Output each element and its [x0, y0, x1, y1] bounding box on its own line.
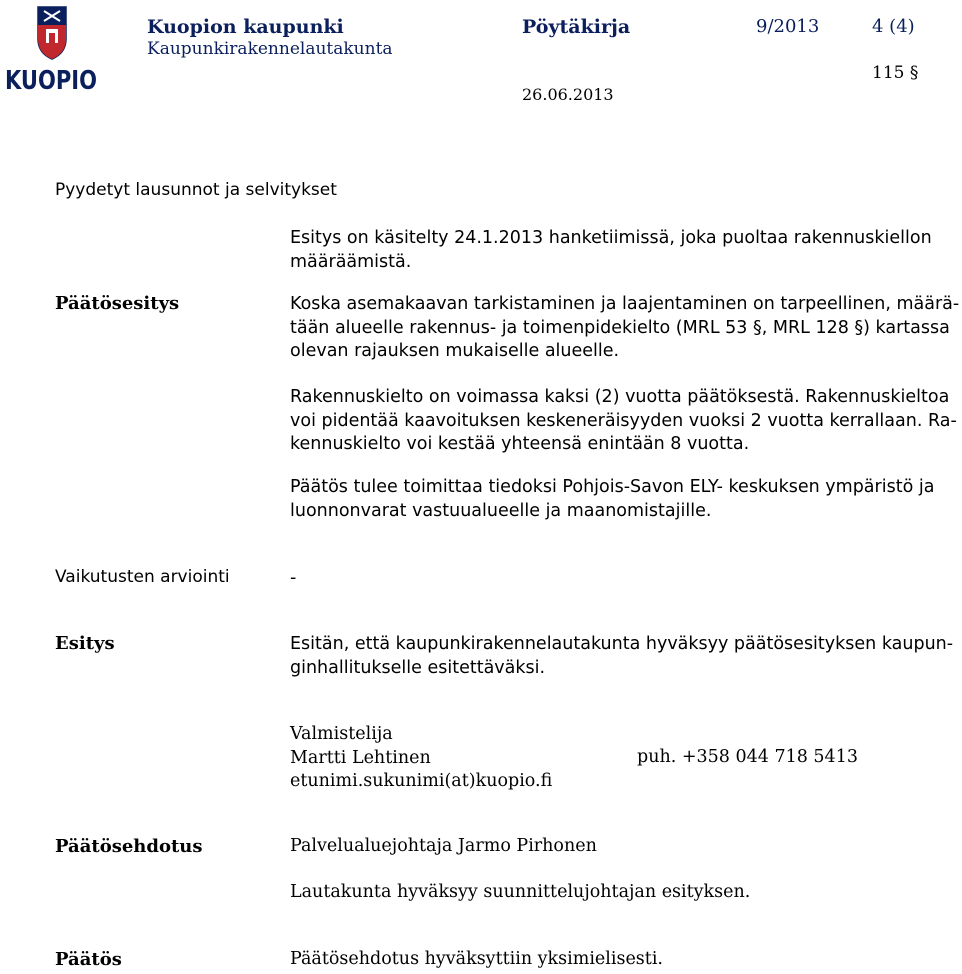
svg-text:KUOPIO: KUOPIO: [5, 66, 97, 96]
decision-proposal-text: Lautakunta hyväksyy suunnittelujohtajan esityksen.: [290, 882, 751, 902]
proposal-paragraph-3: [290, 476, 962, 523]
proposal-paragraph-1: [290, 293, 962, 364]
decision-proposal-presenter: Palvelualuejohtaja Jarmo Pirhonen: [290, 836, 597, 856]
proposal-line: Päätös tulee toimittaa tiedoksi Pohjois-Savon ELY- keskuksen ympäristö ja: [290, 477, 935, 497]
proposal-line: Rakennuskielto on voimassa kaksi (2) vuotta päätöksestä. Rakennuskieltoa: [290, 387, 950, 407]
proposal-line: kennuskielto voi kestää yhteensä enintään 8 vuotta.: [290, 434, 750, 454]
kuopio-logo: [4, 3, 100, 97]
statements-text: [290, 227, 962, 274]
preparer-name: Martti Lehtinen: [290, 747, 431, 768]
preparer-phone: puh. +358 044 718 5413: [637, 747, 858, 767]
impact-label: Vaikutusten arviointi: [55, 567, 230, 587]
decision-proposal-label: Päätösehdotus: [55, 836, 203, 857]
proposal-line: Koska asemakaavan tarkistaminen ja laajentaminen on tarpeellinen, määrä-: [290, 294, 960, 314]
statements-line: määräämistä.: [290, 251, 412, 272]
preparer-email: etunimi.sukunimi(at)kuopio.fi: [290, 771, 553, 791]
decision-label: Päätös: [55, 949, 122, 970]
preparer-title: Valmistelija: [290, 724, 393, 744]
proposal-label: Päätösesitys: [55, 293, 180, 314]
meeting-date: 26.06.2013: [522, 85, 614, 104]
proposal-line: olevan rajauksen mukaiselle alueelle.: [290, 341, 620, 361]
proposal-line: voi pidentää kaavoituksen keskeneräisyyden vuoksi 2 vuotta kerrallaan. Ra-: [290, 410, 957, 431]
impact-value: -: [290, 568, 297, 588]
esitys-line: Esitän, että kaupunkirakennelautakunta hyväksyy päätösesityksen kaupun-: [290, 634, 954, 654]
esitys-label: Esitys: [55, 633, 115, 654]
page-number: 4 (4): [872, 16, 915, 37]
kuopio-crest-icon: [4, 3, 100, 97]
proposal-line: luonnonvarat vastuualueelle ja maanomistajille.: [290, 500, 712, 521]
proposal-line: tään alueelle rakennus- ja toimenpidekielto (MRL 53 §, MRL 128 §) kartassa: [290, 317, 950, 338]
esitys-text: [290, 633, 962, 680]
proposal-paragraph-2: [290, 386, 962, 457]
esitys-line: ginhallitukselle esitettäväksi.: [290, 657, 546, 678]
decision-text: Päätösehdotus hyväksyttiin yksimielisesti.: [290, 949, 663, 969]
organization-name: Kuopion kaupunki: [147, 16, 344, 38]
statements-heading: Pyydetyt lausunnot ja selvitykset: [55, 180, 337, 200]
section-number: 115 §: [872, 63, 919, 83]
document-number: 9/2013: [756, 16, 820, 37]
statements-line: Esitys on käsitelty 24.1.2013 hanketiimissä, joka puoltaa rakennuskiellon: [290, 228, 932, 248]
committee-name: Kaupunkirakennelautakunta: [147, 39, 393, 59]
preparer-block: [290, 723, 962, 794]
document-type: Pöytäkirja: [522, 16, 631, 38]
